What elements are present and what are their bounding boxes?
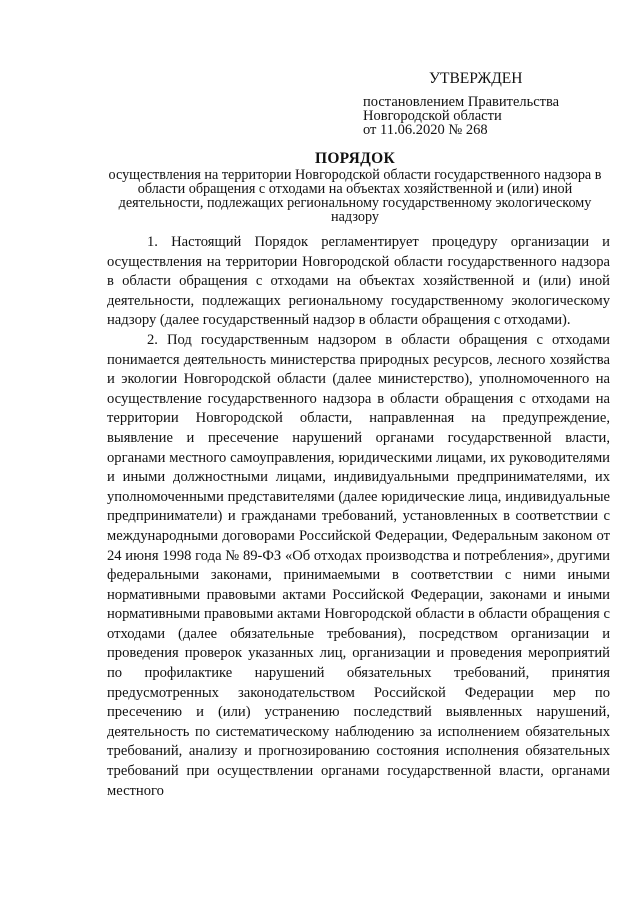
document-subtitle: осуществления на территории Новгородской области государственного надзора в области обращения с отходами на объектах хозяйственной и (или) иной деятельности, подлежащих региональному государственному экологическому надзору: [108, 167, 602, 225]
approval-line-2: Новгородской области: [363, 108, 502, 124]
approval-line-3: от 11.06.2020 № 268: [363, 122, 488, 138]
paragraph-1: 1. Настоящий Порядок регламентирует процедуру организации и осуществления на территории Новгородской области государственного надзора в области обращения с отходами на объектах хозяйственной и (или) иной деятельности, подлежащих региональному государственному экологическому надзору (далее государственный надзор в области обращения с отходами).: [107, 234, 610, 329]
document-title: ПОРЯДОК: [314, 150, 396, 167]
paragraph-2: 2. Под государственным надзором в области обращения с отходами понимается деятельность министерства природных ресурсов, лесного хозяйства и экологии Новгородской области (далее министерство), уполномоченного на осуществление государственного надзора в области обращения с отходами на территории Новгородской области, направленная на предупреждение, выявление и пресечение нарушений органами государственной власти, органами местного самоуправления, юридическими лицами, их руководителями и иными должностными лицами, индивидуальными предпринимателями, их уполномоченными представителями (далее юридические лица, индивидуальные предприниматели) и гражданами требований, установленных в соответствии с международными договорами Российской Федерации, Федеральным законом от 24 июня 1998 года № 89-ФЗ «Об отходах производства и потребления», другими федеральными законами, принимаемыми в соответствии с ними иными нормативными правовыми актами Российской Федерации, законами и иными нормативными правовыми актами Новгородской области в области обращения с отходами (далее обязательные требования), посредством организации и проведения проверок указанных лиц, организации и проведения мероприятий по профилактике нарушений обязательных требований, принятия предусмотренных законодательством Российской Федерации мер по пресечению и (или) устранению последствий выявленных нарушений, деятельность по систематическому наблюдению за исполнением обязательных требований, анализу и прогнозированию состояния исполнения обязательных требований при осуществлении органами государственной власти, органами местного: [107, 331, 610, 799]
document-body: [107, 233, 610, 801]
approval-block: [363, 72, 623, 137]
approval-line-1: постановлением Правительства: [363, 94, 560, 110]
approval-heading: УТВЕРЖДЕН: [429, 70, 523, 87]
